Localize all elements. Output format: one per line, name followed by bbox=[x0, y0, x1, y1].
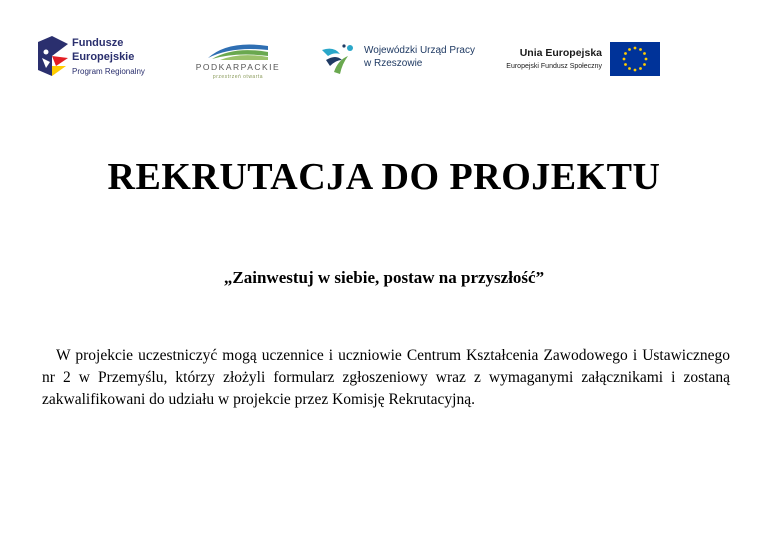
fe-logo-line1: Fundusze bbox=[72, 37, 124, 49]
eu-flag-icon bbox=[610, 42, 660, 76]
wup-bird-icon bbox=[320, 40, 360, 76]
document-title: REKRUTACJA DO PROJEKTU bbox=[107, 156, 661, 198]
podkarpackie-tagline: przestrzeń otwarta bbox=[212, 74, 264, 80]
document-subtitle: „Zainwestuj w siebie, postaw na przyszłość” bbox=[223, 268, 545, 287]
podkarpackie-hills-icon bbox=[206, 38, 270, 60]
podkarpackie-logo bbox=[192, 38, 284, 82]
fundusze-europejskie-logo bbox=[38, 34, 158, 82]
ue-logo-line2: Europejski Fundusz Społeczny bbox=[506, 63, 602, 70]
document-paragraph: W projekcie uczestniczyć mogą uczennice i uczniowie Centrum Kształcenia Zawodowego i Ustawicznego nr 2 w Przemyślu, którzy złożyli formularz zgłoszeniowy wraz z wymaganymi załącznikami i zostaną zakwalifikowani do udziału w projekcie przez Komisję Rekrutacyjną. bbox=[42, 347, 730, 408]
fe-logo-line3: Program Regionalny bbox=[72, 67, 145, 76]
wup-logo-line1: Wojewódzki Urząd Pracy bbox=[364, 45, 475, 56]
fe-logo-line2: Europejskie bbox=[72, 51, 135, 63]
wup-rzeszow-logo bbox=[320, 40, 485, 80]
podkarpackie-logo-text: PODKARPACKIE bbox=[195, 62, 281, 72]
wup-logo-line2: w Rzeszowie bbox=[364, 58, 423, 69]
fundusze-europejskie-emblem-icon bbox=[38, 36, 68, 76]
logo-bar bbox=[0, 0, 768, 90]
unia-europejska-logo bbox=[498, 42, 660, 78]
ue-logo-line1: Unia Europejska bbox=[519, 47, 602, 59]
